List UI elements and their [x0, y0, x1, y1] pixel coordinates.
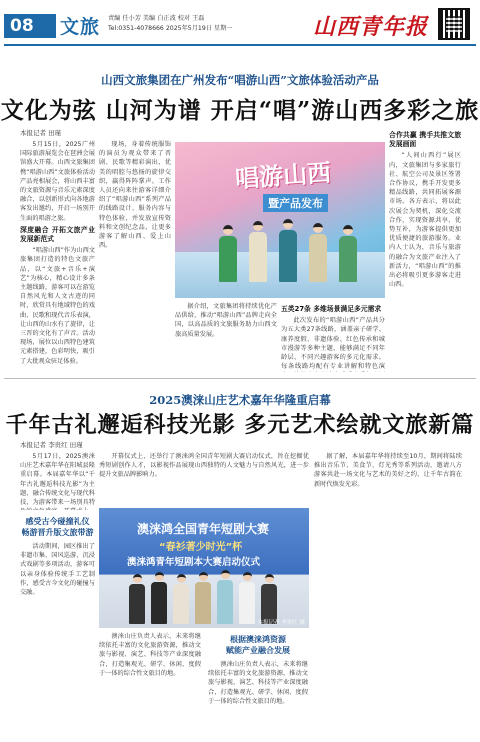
story1-photo — [175, 142, 385, 298]
story1-col5-text: “人间山西行”展区内，文旅集团与多家旅行社、航空公司及景区签署合作协议，携手开发更多精品线路，共同拓展客源市场。各方表示，将以此次展会为契机，深化交流合作，实现资源共享、优势互补，为游客提供更加优质便捷的旅游服务。业内人士认为，音乐与旅游的融合为文旅产业注入了新活力，“唱游山西”的推出必将吸引更多游客走进山西。 — [389, 152, 461, 289]
qr-code-icon — [438, 8, 470, 40]
story2-col1 — [20, 452, 95, 510]
story1-col5 — [389, 128, 461, 372]
newspaper-logo: 山西青年报 — [312, 14, 428, 40]
page-number: 08 — [4, 14, 56, 38]
person-figure — [129, 574, 145, 624]
story1-col2-text: 现场，身着传统服饰的演员为观众带来了晋剧、民歌等精彩演出，优美的唱腔与悠扬的旋律交织，赢得阵阵掌声。工作人员还向来往游客详细介绍了“唱游山西”系列产品的线路设计、服务内容与特色体验，并发放宣传资料和文创纪念品，让更多游客了解山西、爱上山西。 — [99, 141, 171, 250]
story2-col1b-text: 活动期间，园区推出了非遗市集、国风巡游、沉浸式戏剧等多项活动，游客可以亲身体验传统手工艺制作，感受古今文化的碰撞与交融。 — [20, 543, 95, 597]
story1-subhead-3: 合作共赢 携手共推文旅发展画面 — [389, 131, 461, 149]
story2-col4-text: 据了解，本届嘉年华将持续至10月，期间将陆续推出音乐节、美食节、灯光秀等系列活动，邀请八方游客共赴一场文化与艺术的美好之约，让千年古韵在新时代焕发光彩。 — [314, 453, 462, 488]
story1-col2 — [99, 140, 171, 372]
story2-col3-text: 澳涞山庄负责人表示，未来将继续依托丰富的文化旅游资源，推动文旅与影视、演艺、科技等产业深度融合，打造集观光、研学、休闲、度假于一体的综合性文旅目的地。 — [99, 633, 201, 677]
story1-col1-text: “唱游山西”作为山西文旅集团打造的特色文旅产品，以“文旅+音乐+演艺”为核心，精心设计多条主题线路，游客可以在游览自然风光和人文古迹的同时，欣赏具有地域特色的戏曲、民歌和现代音乐表演，让山西的山水有了旋律，让三晋的文化有了声音。活动现场，展位以山西特色建筑元素搭建，色彩明快，吸引了大批观众驻足体验。 — [20, 247, 95, 365]
person-figure — [261, 574, 277, 624]
story2-subhead: 根据澳涞鸿资源 赋能产业融合发展 — [226, 635, 290, 655]
performer-figure — [219, 225, 237, 282]
story1-byline: 本报记者 田瑾 — [20, 129, 62, 137]
photo1-board-sub: 暨产品发布 — [263, 194, 328, 212]
story1-col3b — [281, 302, 385, 372]
photo2-banner-2: “春衫著少时光”杯 — [159, 542, 243, 553]
story2-col2 — [99, 452, 309, 504]
story2-boxhead: 感受古今碰撞礼仪 畅游晋升版文旅带游 — [21, 517, 94, 537]
performer-figure — [309, 223, 327, 282]
story2-photo — [99, 508, 309, 628]
story2-col2-text: 开幕仪式上，还举行了澳涞鸿全国青年短剧大赛启动仪式，旨在挖掘优秀短剧创作人才，以影视作品展现山西独特的人文魅力与自然风光，进一步提升文旅品牌影响力。 — [99, 453, 309, 479]
person-figure — [173, 574, 189, 624]
story2-col3b — [208, 660, 308, 732]
performer-figure — [339, 225, 357, 282]
photo1-board-title: 唱游山西 — [234, 157, 333, 194]
story1-lead: 5月15日，2025广州国际旅游展览会在琶洲会展馆盛大开幕。山西文旅集团携“唱游山西”文旅体验活动产品亮相展会，将山西丰富的文旅资源与音乐元素深度融合，以创新形式向各地游客发出邀约，开启一场别开生面的唱游之旅。 — [20, 141, 95, 222]
story1-headline: 文化为弦 山河为谱 开启“唱”游山西多彩之旅 — [0, 97, 480, 124]
person-figure — [151, 572, 167, 624]
story2-byline: 本报记者 李贵红 田瑾 — [20, 441, 83, 449]
editor-line-2: Tel:0351-4078666 2025年5月19日 星期一 — [108, 25, 233, 32]
story1-col3-text: 此次发布的“唱游山西”产品共分为五大类27条线路，涵盖亲子研学、康养度假、非遗体验、红色传承和城市漫游等多种主题，能够满足不同年龄层、不同兴趣游客的多元化需求。每条线路均配有专业讲解和特色演 — [281, 317, 385, 371]
header-rule — [4, 44, 476, 46]
story2-col3b-text: 澳涞山庄负责人表示，未来将继续依托丰富的文化旅游资源，推动文旅与影视、演艺、科技等产业深度融合，打造集观光、研学、休闲、度假于一体的综合性文旅目的地。 — [208, 661, 308, 705]
story2-headline: 千年古礼邂逅科技光影 多元艺术绘就文旅新篇 — [5, 412, 475, 438]
person-figure — [239, 572, 255, 624]
editor-info — [108, 14, 233, 34]
story-divider — [4, 378, 476, 379]
story2-col4 — [314, 452, 462, 732]
photo2-banner-1: 澳涞鸿全国青年短剧大赛 — [137, 522, 270, 536]
story2-col1-text: 5月17日，2025澳涞山庄艺术嘉年华在阳城县隆重启幕。本届嘉年华以“千年古礼邂逅科技光影”为主题，融合传统文化与现代科技，为游客带来一场别具特 — [20, 453, 95, 507]
story1-col1 — [20, 140, 95, 372]
story1-col3a — [175, 302, 277, 372]
story1-subhead-1: 深度融合 开拓文旅产业发展新范式 — [20, 225, 95, 244]
story2-col1b — [20, 542, 95, 732]
section-name: 文旅 — [60, 16, 101, 38]
editor-line-1: 责编 任小芳 美编 白正波 校对 王磊 — [108, 15, 205, 22]
story2-kicker: 2025澳涞山庄艺术嘉年华隆重启幕 — [149, 393, 331, 407]
person-figure — [217, 570, 233, 624]
performer-figure — [249, 221, 267, 282]
story1-kicker: 山西文旅集团在广州发布“唱游山西”文旅体验活动产品 — [101, 73, 379, 87]
story2-col3 — [99, 632, 201, 732]
story1-subhead-2: 五类27条 多维场景满足多元需求 — [281, 305, 382, 313]
person-figure — [195, 572, 211, 624]
masthead — [0, 0, 480, 46]
photo2-credit: 本报记者 李贵红 摄 — [257, 620, 305, 626]
story1-col4-text: 据介绍，文旅集团将持续优化产品供给，推动“唱游山西”品牌走向全国，以高品质的文旅服务助力山西文旅高质量发展。 — [175, 303, 277, 338]
photo2-banner-3: 澳涞鸿青年短剧本大赛启动仪式 — [127, 557, 261, 568]
performer-figure — [279, 219, 297, 282]
